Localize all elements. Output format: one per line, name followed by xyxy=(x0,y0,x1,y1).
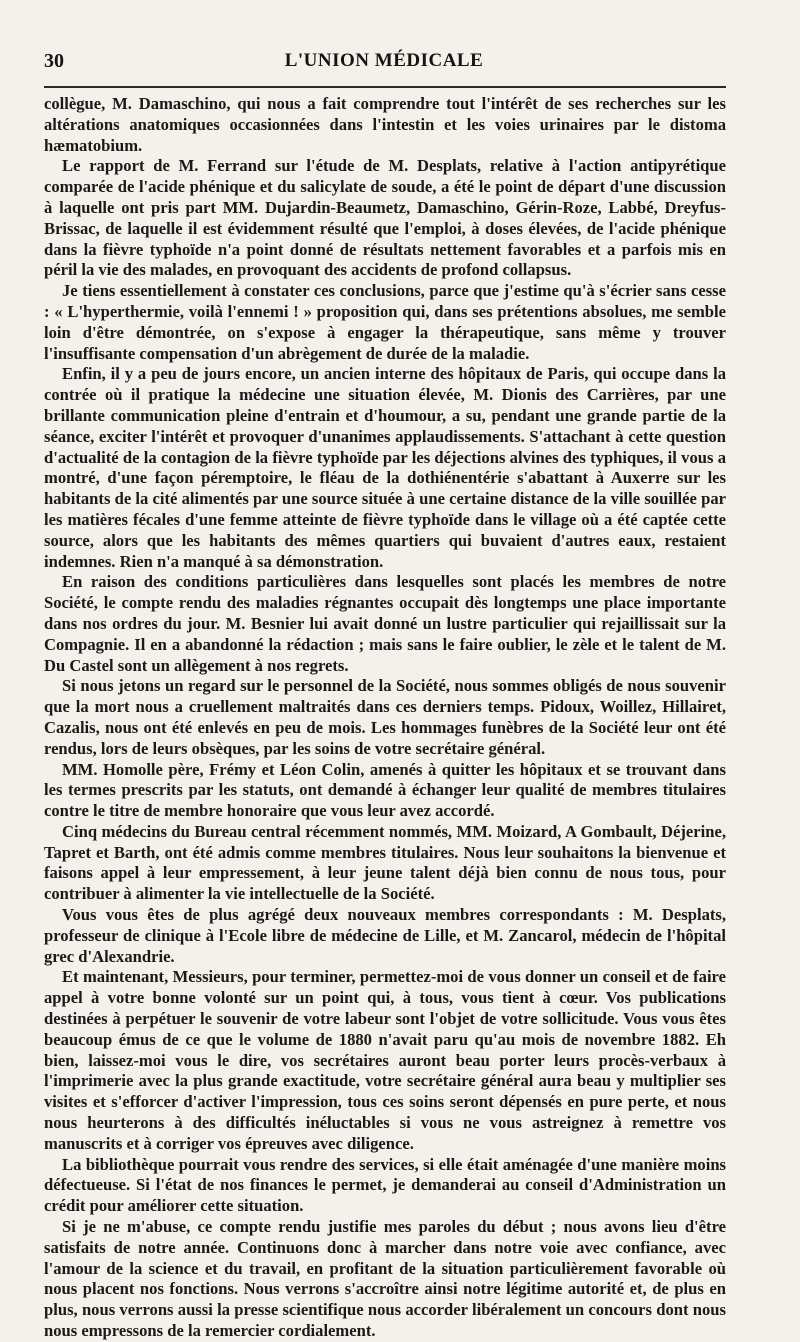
paragraph: Si nous jetons un regard sur le personnel de la Société, nous sommes obligés de nous souvenir que la mort nous a cruellement maltraités dans ces derniers temps. Pidoux, Woillez, Hillairet, Cazalis, nous ont été enlevés en peu de mois. Les hommages funèbres de la Société leur ont été rendus, lors de leurs obsèques, par les soins de votre secrétaire général. xyxy=(44,676,726,758)
paragraph: En raison des conditions particulières dans lesquelles sont placés les membres de notre Société, le compte rendu des maladies régnantes occupait dès longtemps une place importante dans nos ordres du jour. M. Besnier lui avait donné un lustre particulier qui rejaillissait sur la Compagnie. Il en a abandonné la rédaction ; mais sans le faire oublier, le zèle et le talent de M. Du Castel sont un allègement à nos regrets. xyxy=(44,572,726,675)
paragraph: Enfin, il y a peu de jours encore, un ancien interne des hôpitaux de Paris, qui occupe dans la contrée où il pratique la médecine une situation élevée, M. Dionis des Carrières, par une brillante communication pleine d'entrain et d'houmour, a su, pendant une grande partie de la séance, exciter l'intérêt et provoquer d'unanimes applaudissements. S'attachant à cette question d'actualité de la contagion de la fièvre typhoïde par les déjections alvines des typhiques, il vous a montré, d'une façon péremptoire, le fléau de la dothiénentérie s'abattant à Auxerre sur les habitants de la cité alimentés par une source située à une certaine distance de la ville souillée par les matières fécales d'une femme atteinte de fièvre typhoïde dans le village où a été captée cette source, alors que les habitants des mêmes quartiers qui buvaient d'autres eaux, restaient indemnes. Rien n'a manqué à sa démonstration. xyxy=(44,364,726,571)
paragraph: Et maintenant, Messieurs, pour terminer, permettez-moi de vous donner un conseil et de faire appel à votre bonne volonté sur un point qui, à tous, vous tient à cœur. Vos publications destinées à perpétuer le souvenir de votre labeur sont l'objet de votre sollicitude. Vous vous êtes beaucoup émus de ce que le volume de 1880 n'avait paru qu'au mois de novembre 1882. Eh bien, laissez-moi vous le dire, vos secrétaires auront beau porter leurs procès-verbaux à l'imprimerie avec la plus grande exactitude, votre secrétaire général aura beau y multiplier ses visites et s'efforcer d'activer l'impression, tous ces soins seront dépensés en pure perte, et nous nous heurterons à des difficultés inéluctables si vous ne vous astreignez à remettre vos manuscrits et à corriger vos épreuves avec diligence. xyxy=(44,967,726,1153)
paragraph: Je tiens essentiellement à constater ces conclusions, parce que j'estime qu'à s'écrier sans cesse : « L'hyperthermie, voilà l'ennemi ! » proposition qui, dans ses prétentions absolues, me semble loin d'être démontrée, on s'expose à engager la thérapeutique, sans même y trouver l'insuffisante compensation d'un abrègement de durée de la maladie. xyxy=(44,281,726,363)
paragraph: Vous vous êtes de plus agrégé deux nouveaux membres correspondants : M. Desplats, professeur de clinique à l'Ecole libre de médecine de Lille, et M. Zancarol, médecin de l'hôpital grec d'Alexandrie. xyxy=(44,905,726,966)
paragraph: Le rapport de M. Ferrand sur l'étude de M. Desplats, relative à l'action antipyrétique comparée de l'acide phénique et du salicylate de soude, a été le point de départ d'une discussion à laquelle ont pris part MM. Dujardin-Beaumetz, Damaschino, Gérin-Roze, Labbé, Dreyfus-Brissac, de laquelle il est évidemment résulté que l'emploi, à doses élevées, de l'acide phénique dans la fièvre typhoïde n'a point donné de résultats nettement favorables et a parfois mis en péril la vie des malades, en provoquant des accidents de profond collapsus. xyxy=(44,156,726,280)
header-rule xyxy=(44,86,726,88)
article-body xyxy=(44,94,726,1342)
running-title: L'UNION MÉDICALE xyxy=(284,50,484,71)
paragraph: Si je ne m'abuse, ce compte rendu justifie mes paroles du début ; nous avons lieu d'être satisfaits de notre année. Continuons donc à marcher dans notre voie avec confiance, avec l'amour de la science et du travail, en profitant de la situation particulièrement favorable où nous placent nos fonctions. Nous verrons s'accroître ainsi notre légitime autorité et, de plus en plus, nous verrons aussi la presse scientifique nous accorder libéralement un concours dont nous nous empressons de la remercier cordialement. xyxy=(44,1217,726,1341)
paragraph: Cinq médecins du Bureau central récemment nommés, MM. Moizard, A Gombault, Déjerine, Tapret et Barth, ont été admis comme membres titulaires. Nous leur souhaitons la bienvenue et faisons appel à leur empressement, à leur jeune talent déjà bien connu de nous tous, pour contribuer à alimenter la vie intellectuelle de la Société. xyxy=(44,821,726,904)
paragraph: La bibliothèque pourrait vous rendre des services, si elle était aménagée d'une manière moins défectueuse. Si l'état de nos finances le permet, je demanderai au conseil d'Administration un crédit pour améliorer cette situation. xyxy=(44,1154,726,1216)
page-number: 30 xyxy=(44,50,64,72)
paragraph: MM. Homolle père, Frémy et Léon Colin, amenés à quitter les hôpitaux et se trouvant dans les termes prescrits par les statuts, ont demandé à échanger leur qualité de membres titulaires contre le titre de membre honoraire que vous leur avez accordé. xyxy=(44,759,726,821)
paragraph: collègue, M. Damaschino, qui nous a fait comprendre tout l'intérêt de ses recherches sur les altérations anatomiques occasionnées dans l'intestin et les voies urinaires par le distoma hæmatobium. xyxy=(44,94,726,155)
page-header xyxy=(44,50,724,76)
